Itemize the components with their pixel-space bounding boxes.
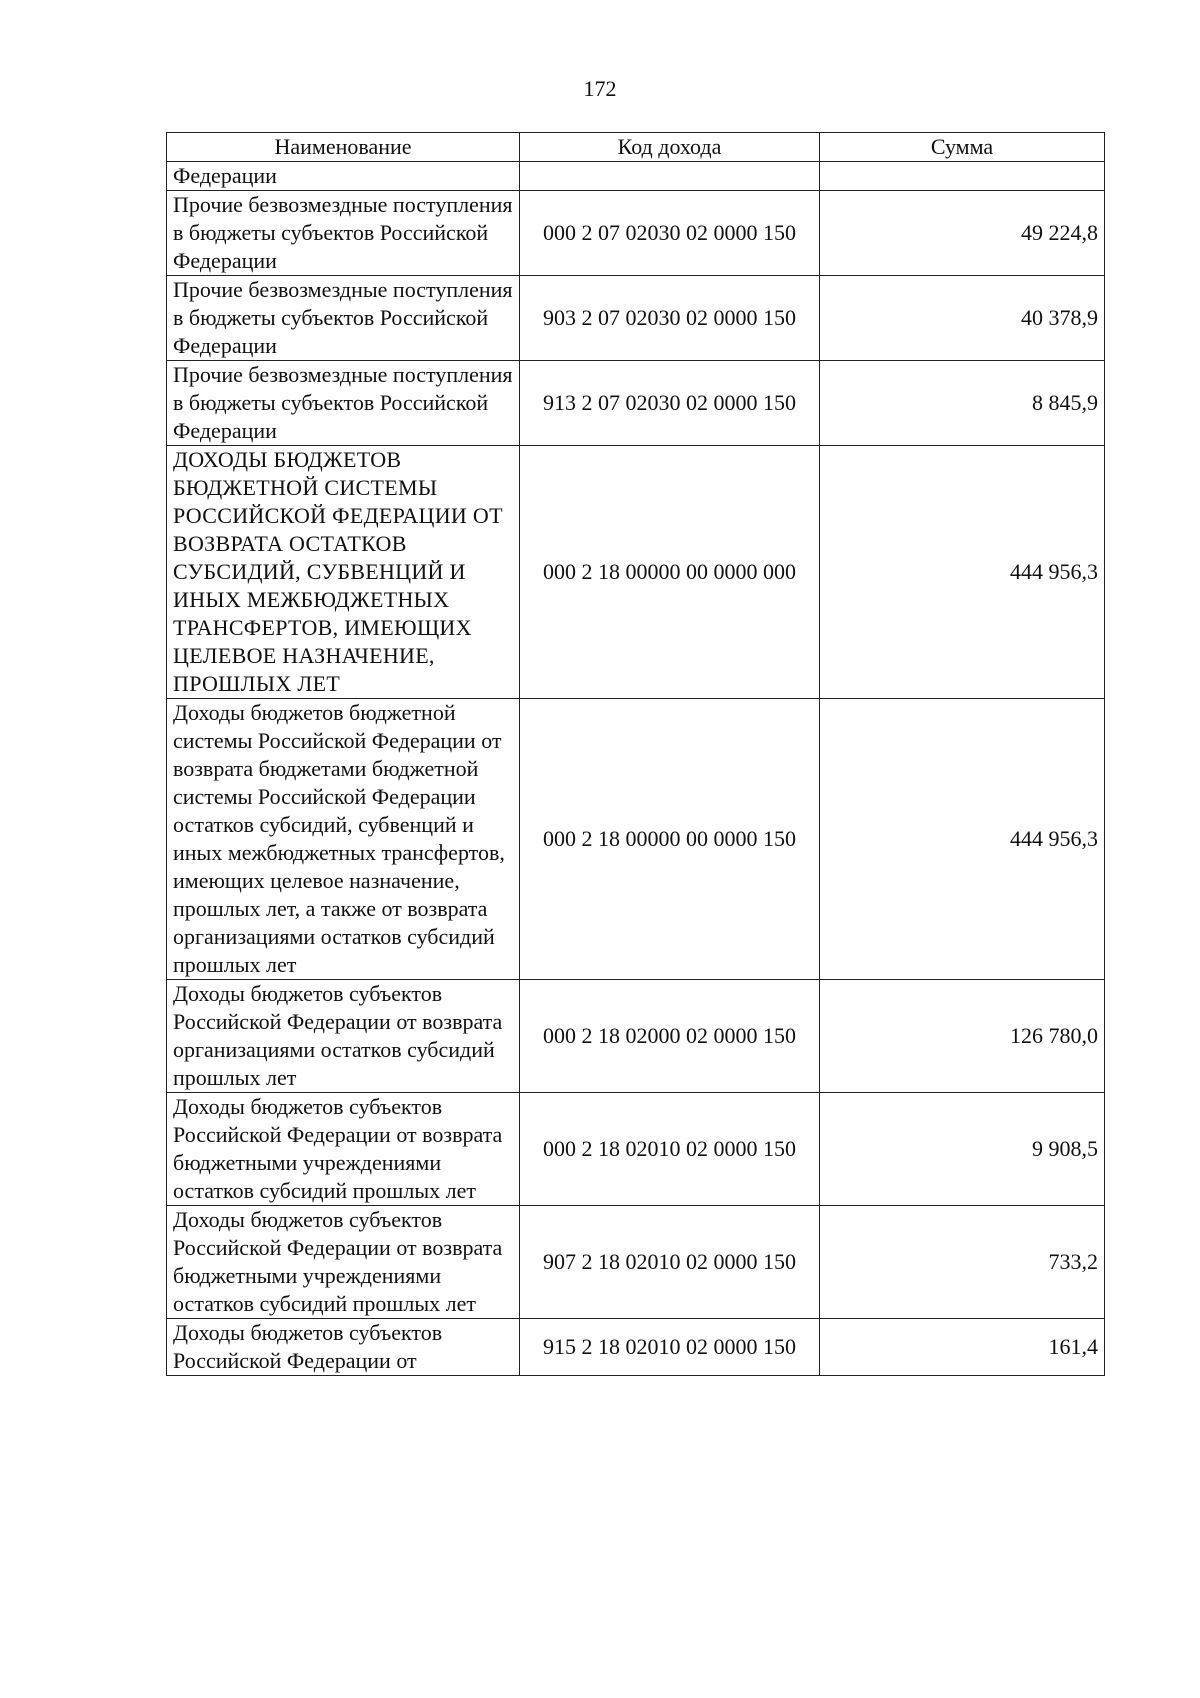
cell-name: Доходы бюджетов субъектов Российской Федерации от возврата организациями остатков субсидий прошлых лет: [167, 980, 520, 1093]
table-row: [167, 446, 1105, 699]
cell-sum: 444 956,3: [820, 446, 1105, 699]
table-row: [167, 162, 1105, 191]
cell-name: Доходы бюджетов бюджетной системы Российской Федерации от возврата бюджетами бюджетной системы Российской Федерации остатков субсидий, субвенций и иных межбюджетных трансфертов, имеющих целевое назначение, прошлых лет, а также от возврата организациями остатков субсидий прошлых лет: [167, 699, 520, 980]
table-row: [167, 1206, 1105, 1319]
cell-sum: 9 908,5: [820, 1093, 1105, 1206]
cell-name: ДОХОДЫ БЮДЖЕТОВ БЮДЖЕТНОЙ СИСТЕМЫ РОССИЙСКОЙ ФЕДЕРАЦИИ ОТ ВОЗВРАТА ОСТАТКОВ СУБСИДИЙ, СУБВЕНЦИЙ И ИНЫХ МЕЖБЮДЖЕТНЫХ ТРАНСФЕРТОВ, ИМЕЮЩИХ ЦЕЛЕВОЕ НАЗНАЧЕНИЕ, ПРОШЛЫХ ЛЕТ: [167, 446, 520, 699]
table-row: [167, 361, 1105, 446]
cell-code: [520, 162, 820, 191]
header-row: [167, 133, 1105, 162]
page-number: 172: [583, 76, 617, 101]
cell-code: 000 2 18 00000 00 0000 000: [520, 446, 820, 699]
cell-code: 903 2 07 02030 02 0000 150: [520, 276, 820, 361]
header-name: Наименование: [167, 133, 520, 162]
cell-code: 000 2 18 02010 02 0000 150: [520, 1093, 820, 1206]
cell-sum: 444 956,3: [820, 699, 1105, 980]
cell-sum: [820, 162, 1105, 191]
cell-code: 000 2 18 00000 00 0000 150: [520, 699, 820, 980]
cell-code: 913 2 07 02030 02 0000 150: [520, 361, 820, 446]
cell-code: 000 2 07 02030 02 0000 150: [520, 191, 820, 276]
table-row: [167, 699, 1105, 980]
cell-name: Доходы бюджетов субъектов Российской Федерации от возврата бюджетными учреждениями остатков субсидий прошлых лет: [167, 1206, 520, 1319]
cell-sum: 49 224,8: [820, 191, 1105, 276]
cell-name: Прочие безвозмездные поступления в бюджеты субъектов Российской Федерации: [167, 276, 520, 361]
table-row: [167, 1319, 1105, 1376]
header-code: Код дохода: [520, 133, 820, 162]
table-body: [167, 162, 1105, 1376]
table-row: [167, 276, 1105, 361]
cell-name: Доходы бюджетов субъектов Российской Федерации от возврата бюджетными учреждениями остатков субсидий прошлых лет: [167, 1093, 520, 1206]
header-sum: Сумма: [820, 133, 1105, 162]
cell-name: Прочие безвозмездные поступления в бюджеты субъектов Российской Федерации: [167, 191, 520, 276]
cell-sum: 733,2: [820, 1206, 1105, 1319]
cell-sum: 40 378,9: [820, 276, 1105, 361]
cell-code: 907 2 18 02010 02 0000 150: [520, 1206, 820, 1319]
cell-code: 915 2 18 02010 02 0000 150: [520, 1319, 820, 1376]
cell-sum: 126 780,0: [820, 980, 1105, 1093]
cell-name: Прочие безвозмездные поступления в бюджеты субъектов Российской Федерации: [167, 361, 520, 446]
table-row: [167, 191, 1105, 276]
table-row: [167, 980, 1105, 1093]
cell-name: Федерации: [167, 162, 520, 191]
cell-code: 000 2 18 02000 02 0000 150: [520, 980, 820, 1093]
table-row: [167, 1093, 1105, 1206]
cell-sum: 161,4: [820, 1319, 1105, 1376]
cell-name: Доходы бюджетов субъектов Российской Федерации от: [167, 1319, 520, 1376]
revenue-table: [166, 132, 1105, 1376]
table-header: [167, 133, 1105, 162]
cell-sum: 8 845,9: [820, 361, 1105, 446]
